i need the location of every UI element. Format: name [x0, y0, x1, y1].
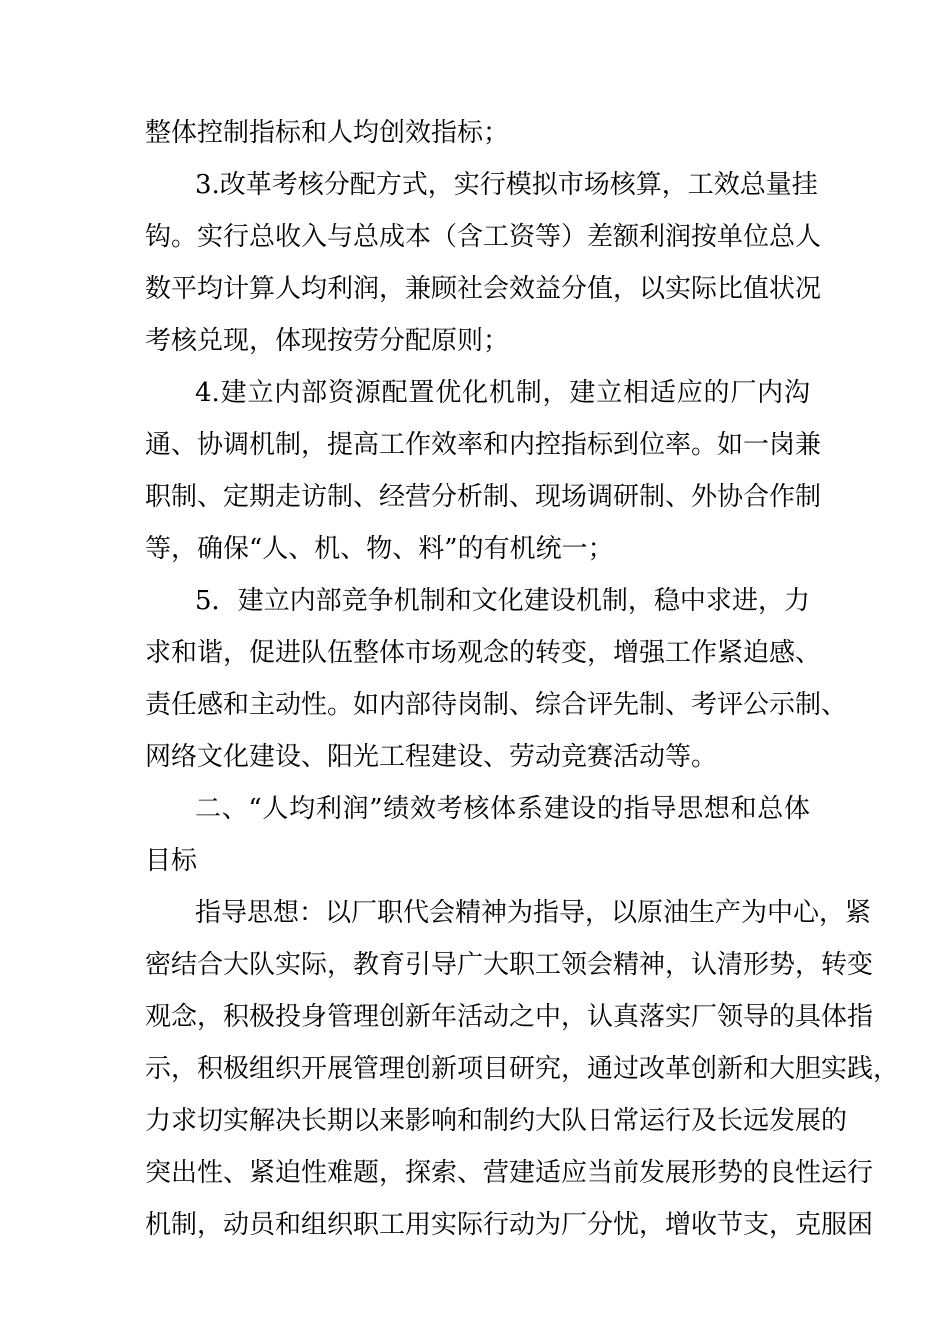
- text-line: 力求切实解决长期以来影响和制约大队日常运行及长远发展的: [145, 1106, 848, 1136]
- section-heading: 二、“人均利润”绩效考核体系建设的指导思想和总体: [195, 794, 810, 824]
- text-line: 整体控制指标和人均创效指标；: [145, 118, 510, 148]
- text-line: 密结合大队实际，教育引导广大职工领会精神，认清形势，转变: [145, 950, 874, 980]
- text-line: 指导思想：以厂职代会精神为指导，以原油生产为中心，紧: [195, 898, 872, 928]
- text-line: 等，确保“人、机、物、料”的有机统一；: [145, 534, 614, 564]
- text-line: 数平均计算人均利润，兼顾社会效益分值，以实际比值状况: [145, 274, 822, 304]
- text-line: 职制、定期走访制、经营分析制、现场调研制、外协合作制: [145, 482, 822, 512]
- section-heading: 目标: [145, 846, 198, 876]
- text-line: 机制，动员和组织职工用实际行动为厂分忧，增收节支，克服困: [145, 1210, 874, 1240]
- text-line: 观念，积极投身管理创新年活动之中，认真落实厂领导的具体指: [145, 1002, 874, 1032]
- text-line: 考核兑现，体现按劳分配原则；: [145, 326, 510, 356]
- text-line: 5．建立内部竞争机制和文化建设机制，稳中求进，力: [195, 586, 810, 616]
- text-line: 网络文化建设、阳光工程建设、劳动竞赛活动等。: [145, 742, 718, 772]
- text-line: 示，积极组织开展管理创新项目研究，通过改革创新和大胆实践，: [145, 1054, 900, 1084]
- text-line: 突出性、紧迫性难题，探索、营建适应当前发展形势的良性运行: [145, 1158, 874, 1188]
- text-line: 求和谐，促进队伍整体市场观念的转变，增强工作紧迫感、: [145, 638, 822, 668]
- text-line: 3.改革考核分配方式，实行模拟市场核算，工效总量挂: [195, 170, 818, 200]
- text-line: 4.建立内部资源配置优化机制，建立相适应的厂内沟: [195, 378, 810, 408]
- text-line: 钩。实行总收入与总成本（含工资等）差额利润按单位总人: [145, 222, 822, 252]
- text-line: 通、协调机制，提高工作效率和内控指标到位率。如一岗兼: [145, 430, 822, 460]
- text-line: 责任感和主动性。如内部待岗制、综合评先制、考评公示制、: [145, 690, 848, 720]
